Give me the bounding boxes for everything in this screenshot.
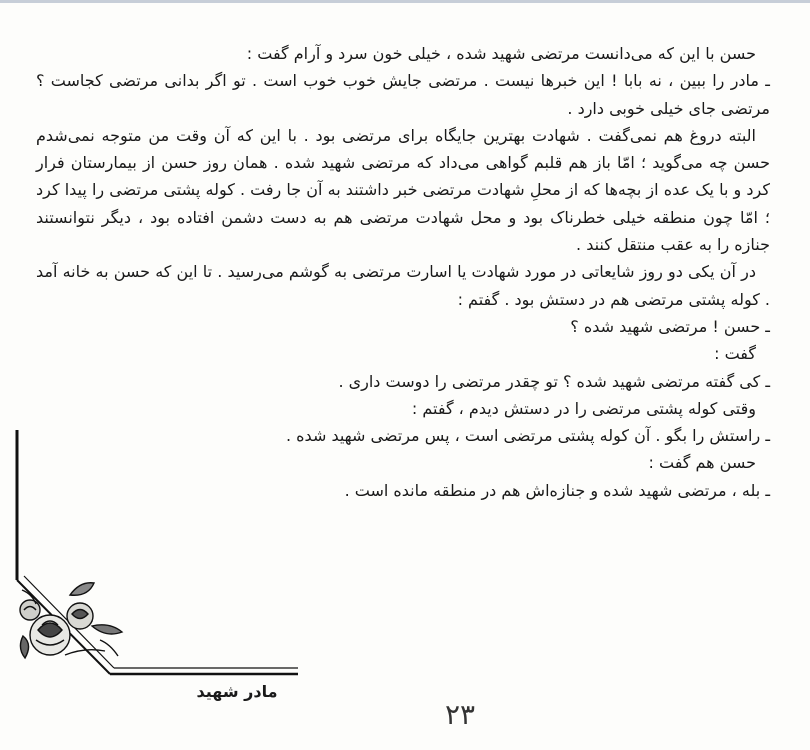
dialogue-line: ـ بله ، مرتضی شهید شده و جنازه‌اش هم در منطقه مانده است . <box>344 480 770 500</box>
narration-line: حسن هم گفت : <box>648 453 756 473</box>
dialogue-line: ـ کی گفته مرتضی شهید شده ؟ تو چقدر مرتضی را دوست داری . <box>338 371 770 391</box>
dialogue-line: ـ حسن ! مرتضی شهید شده ؟ <box>570 316 770 336</box>
top-rule <box>0 0 810 3</box>
page-number: ۲۳ <box>444 698 476 731</box>
footer-caption: مادر شهید <box>196 682 278 701</box>
narration-paragraph: در آن یکی دو روز شایعاتی در مورد شهادت یا اسارت مرتضی به گوشم می‌رسید . تا این که حسن به خانه آمد . کوله پشتی مرتضی هم در دستش بود . گفتم : <box>36 262 770 309</box>
rose-flower-icon <box>10 430 330 690</box>
narration-line: وقتی کوله پشتی مرتضی را در دستش دیدم ، گفتم : <box>411 398 756 418</box>
narration-paragraph: حسن با این که می‌دانست مرتضی شهید شده ، خیلی خون سرد و آرام گفت : <box>246 44 756 63</box>
rose-cluster <box>20 583 122 658</box>
narration-line: گفت : <box>714 344 756 364</box>
dialogue-line: ـ راستش را بگو . آن کوله پشتی مرتضی است ، پس مرتضی شهید شده . <box>286 426 770 446</box>
narration-paragraph: البته دروغ هم نمی‌گفت . شهادت بهترین جایگاه برای مرتضی بود . با این که آن وقت من متوجه نمی‌شدم حسن چه می‌گوید ؛ امّا باز هم قلبم گواهی می‌داد که مرتضی شهید شده . همان روز حسن از بیمارستان فرار کرد و با یک عده از بچه‌ها که از محلِ شهادت مرتضی خبر داشتند به آن جا رفت . کوله پشتی مرتضی را پیدا کرد ؛ امّا چون منطقه خیلی خطرناک بود و محل شهادت مرتضی هم به دست دشمن افتاده بود ، دیگر نتوانستند جنازه را به عقب منتقل کنند . <box>36 125 770 255</box>
corner-ornament <box>10 430 330 690</box>
dialogue-line: ـ مادر را ببین ، نه بابا ! این خبرها نیست . مرتضی جایش خوب خوب است . تو اگر بدانی مرتضی کجاست ؟ مرتضی جای خیلی خوبی دارد . <box>36 71 770 118</box>
